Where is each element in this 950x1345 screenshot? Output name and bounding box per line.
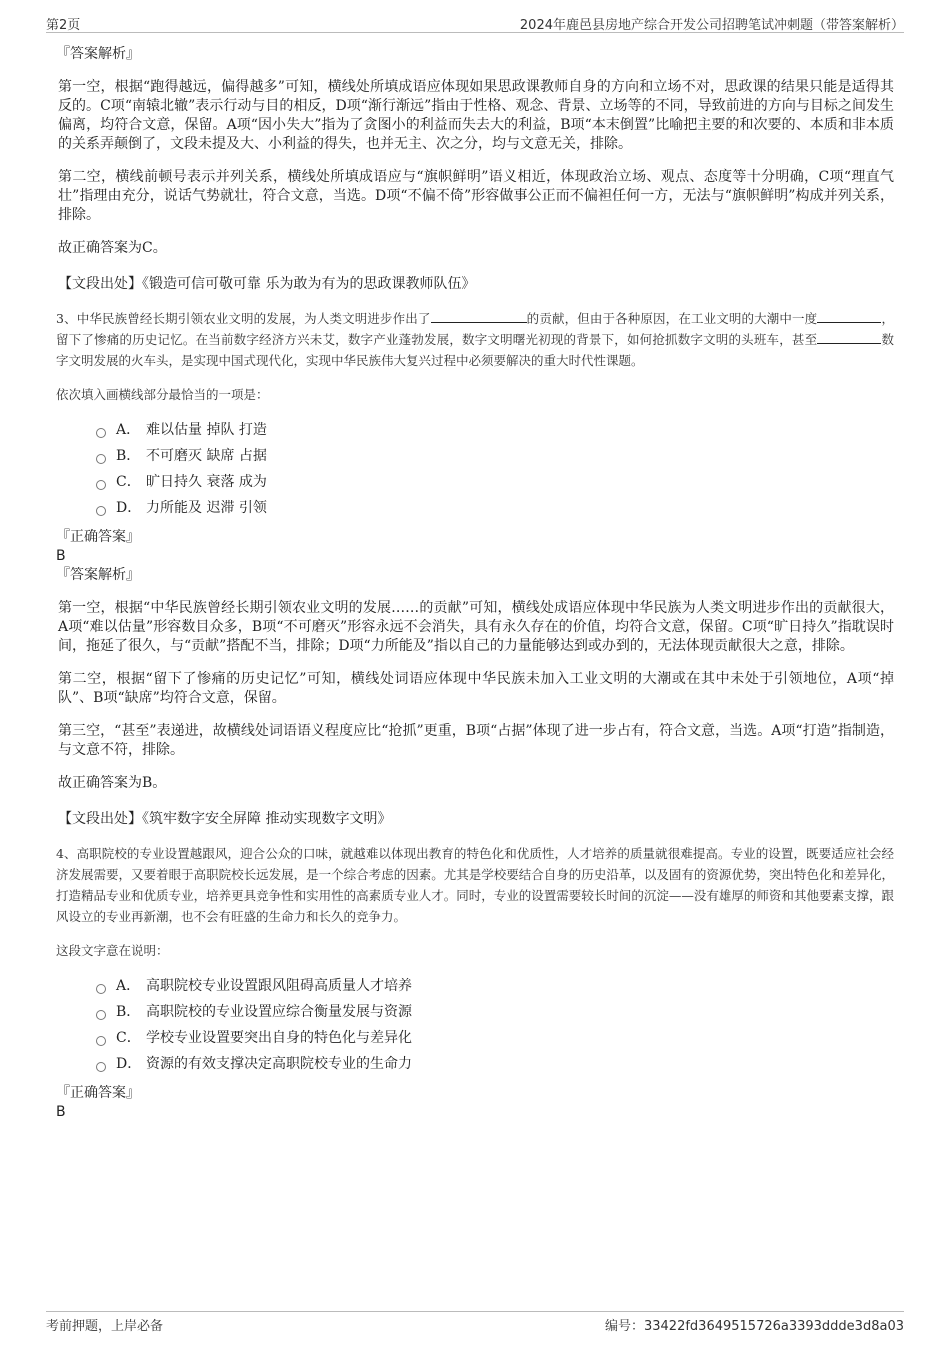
question-prompt: 这段文字意在说明： — [56, 943, 169, 958]
analysis-paragraph: 第一空，根据“中华民族曾经长期引领农业文明的发展……的贡献”可知，横线处成语应体现中华民族为人类文明进步作出的贡献很大，A项“难以估量”形容数目众多，B项“不可磨灭”形容永远不会消失，具有永久存在的价值，均符合文意，保留。C项“旷日持久”指耽误时间，拖延了很久，与“贡献”搭配不当，排除；D项“力所能及”指以自己的力量能够达到或办到的，无法体现贡献很大之意，排除。 — [58, 600, 894, 654]
option-b[interactable]: B． 不可磨灭 缺席 占据 — [96, 443, 894, 469]
analysis-paragraph: 第二空，根据“留下了惨痛的历史记忆”可知，横线处词语应体现中华民族未加入工业文明的大潮或在其中未处于引领地位，A项“掉队”、B项“缺席”均符合文意，保留。 — [58, 671, 894, 706]
analysis-paragraph: 第二空，横线前顿号表示并列关系，横线处所填成语应与“旗帜鲜明”语义相近，体现政治立场、观点、态度等十分明确，C项“理直气壮”指理由充分，说话气势就壮，符合文意，当选。D项“不偏不倚”形容做事公正而不偏袒任何一方，无法与“旗帜鲜明”构成并列关系，排除。 — [58, 169, 894, 223]
question-stem: 3、中华民族曾经长期引领农业文明的发展，为人类文明进步作出了 的贡献，但由于各种原因，在工业文明的大潮中一度 ，留下了惨痛的历史记忆。在当前数字经济方兴未艾，数字产业蓬勃发展，数字文明曙光初现的背景下，如何抢抓数字文明的头班车，甚至 数字文明发展的火车头，是实现中国式现代化，实现中华民族伟大复兴过程中必须要解决的重大时代性课题。 — [56, 311, 894, 368]
option-c[interactable]: C． 旷日持久 衰落 成为 — [96, 469, 894, 495]
blank-line — [431, 310, 527, 323]
radio-button[interactable] — [96, 1036, 106, 1046]
analysis-paragraph: 第一空，根据“跑得越远，偏得越多”可知，横线处所填成语应体现如果思政课教师自身的方向和立场不对，思政课的结果只能是适得其反的。C项“南辕北辙”表示行动与目的相反，D项“渐行渐远”指由于性格、观念、背景、立场等的不同，导致前进的方向与目标之间发生偏离，均符合文意，保留。A项“因小失大”指为了贪图小的利益而失去大的利益，B项“本末倒置”比喻把主要的和次要的、本质和非本质的关系弄颠倒了，文段未提及大、小利益的得失，也并无主、次之分，均与文意无关，排除。 — [58, 79, 894, 152]
analysis-conclusion: 故正确答案为C。 — [58, 240, 167, 256]
option-c[interactable]: C． 学校专业设置要突出自身的特色化与差异化 — [96, 1025, 894, 1051]
radio-button[interactable] — [96, 984, 106, 994]
option-a[interactable]: A． 难以估量 掉队 打造 — [96, 417, 894, 443]
blank-line — [817, 331, 881, 344]
page-content — [56, 44, 894, 1121]
page-header — [46, 12, 904, 33]
options-list — [96, 417, 894, 521]
source-citation: 【文段出处】《筑牢数字安全屏障 推动实现数字文明》 — [58, 811, 392, 827]
document-id: 编号：33422fd3649515726a3393ddde3d8a03 — [604, 1319, 904, 1334]
radio-button[interactable] — [96, 428, 106, 438]
analysis-tag: 『答案解析』 — [56, 567, 140, 583]
radio-button[interactable] — [96, 1062, 106, 1072]
radio-button[interactable] — [96, 1010, 106, 1020]
document-title: 2024年鹿邑县房地产综合开发公司招聘笔试冲刺题（带答案解析） — [519, 18, 904, 33]
footer-slogan: 考前押题，上岸必备 — [46, 1319, 164, 1334]
correct-answer-tag: 『正确答案』 — [56, 529, 140, 545]
question-3 — [56, 308, 894, 829]
blank-line — [817, 310, 881, 323]
radio-button[interactable] — [96, 480, 106, 490]
analysis-conclusion: 故正确答案为B。 — [58, 775, 167, 791]
analysis-tag: 『答案解析』 — [56, 46, 140, 62]
question-stem: 4、高职院校的专业设置越跟风，迎合公众的口味，就越难以体现出教育的特色化和优质性，人才培养的质量就很难提高。专业的设置，既要适应社会经济发展需要，又要着眼于高职院校长远发展，是一个综合考虑的因素。尤其是学校要结合自身的历史沿革，以及固有的资源优势，突出特色化和差异化，打造精品专业和优质专业，培养更具竞争性和实用性的高素质专业人才。同时，专业的设置需要较长时间的沉淀——没有雄厚的师资和其他要素支撑，跟风设立的专业再新潮，也不会有旺盛的生命力和长久的竞争力。 — [56, 846, 894, 924]
option-d[interactable]: D． 力所能及 迟滞 引领 — [96, 495, 894, 521]
correct-answer: B — [56, 548, 66, 564]
radio-button[interactable] — [96, 454, 106, 464]
correct-answer-tag: 『正确答案』 — [56, 1085, 140, 1101]
page-footer — [46, 1311, 904, 1334]
option-d[interactable]: D． 资源的有效支撑决定高职院校专业的生命力 — [96, 1051, 894, 1077]
question-prompt: 依次填入画横线部分最恰当的一项是： — [56, 387, 269, 402]
options-list — [96, 973, 894, 1077]
radio-button[interactable] — [96, 506, 106, 516]
question-4 — [56, 843, 894, 1121]
option-b[interactable]: B． 高职院校的专业设置应综合衡量发展与资源 — [96, 999, 894, 1025]
analysis-paragraph: 第三空，“甚至”表递进，故横线处词语语义程度应比“抢抓”更重，B项“占据”体现了进一步占有，符合文意，当选。A项“打造”指制造，与文意不符，排除。 — [58, 723, 894, 758]
source-citation: 【文段出处】《锻造可信可敬可靠 乐为敢为有为的思政课教师队伍》 — [58, 276, 476, 292]
page-number: 第2页 — [46, 18, 81, 33]
option-a[interactable]: A． 高职院校专业设置跟风阻碍高质量人才培养 — [96, 973, 894, 999]
correct-answer: B — [56, 1104, 66, 1120]
